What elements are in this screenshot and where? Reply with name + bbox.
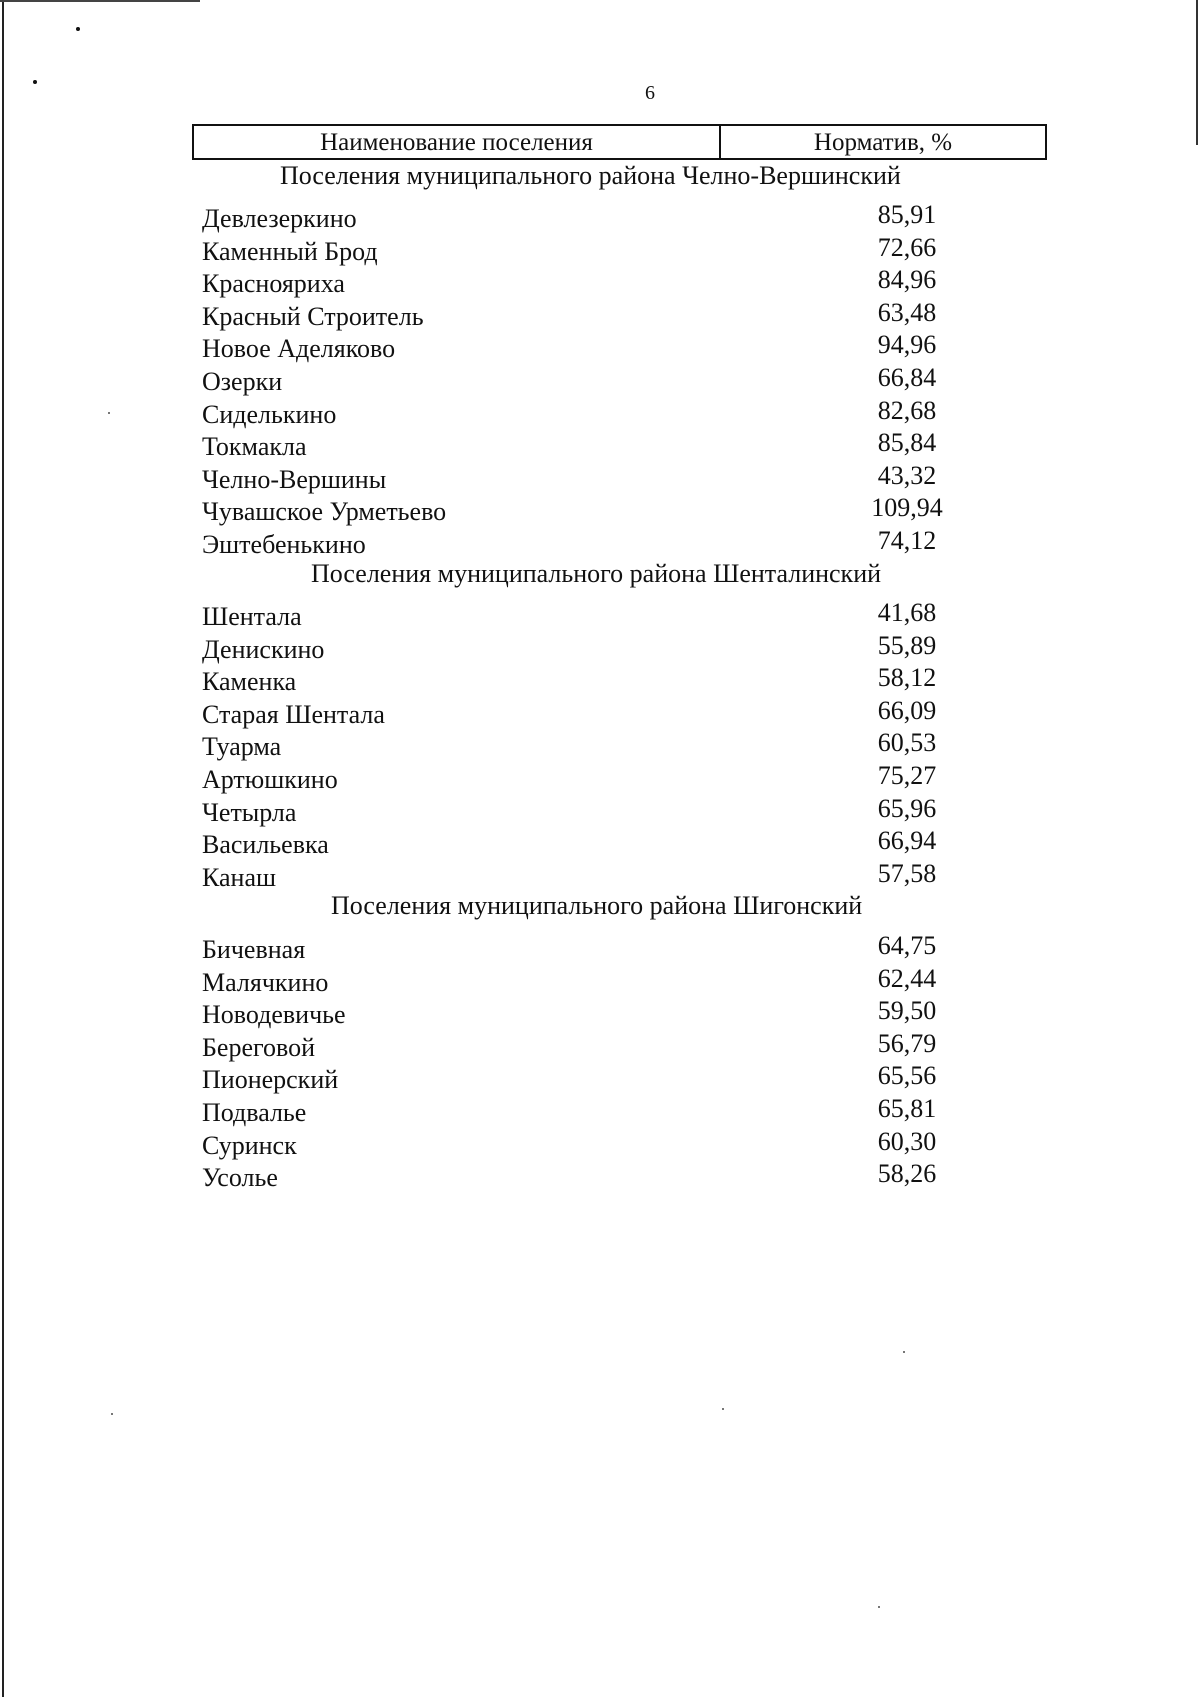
norm-value: 75,27 (877, 761, 937, 790)
column-header-norm: Норматив, % (813, 129, 953, 156)
column-header-settlement-name: Наименование поселения (194, 126, 721, 158)
norm-value: 65,56 (877, 1061, 937, 1091)
settlement-name: Эштебенькино (202, 530, 366, 559)
scan-dot (722, 1408, 724, 1410)
norm-value: 56,79 (877, 1028, 937, 1058)
table-row (202, 631, 962, 663)
scan-dot (111, 1413, 113, 1415)
page-number: 6 (645, 82, 655, 104)
settlement-name: Новое Аделяково (202, 334, 396, 364)
norm-value: 62,44 (877, 963, 937, 993)
settlement-name: Токмакла (202, 432, 307, 462)
settlement-name: Краснояриха (202, 269, 345, 299)
settlement-name: Пионерский (202, 1065, 339, 1095)
table-row (202, 298, 962, 330)
scan-edge-top (0, 0, 200, 2)
table-row (202, 1029, 962, 1061)
settlement-name: Усолье (202, 1163, 278, 1193)
scan-dot (108, 412, 110, 414)
table-row (202, 996, 962, 1028)
table-row (202, 728, 962, 760)
table-row (202, 200, 962, 232)
settlement-name: Суринск (202, 1130, 297, 1160)
table-row (202, 663, 962, 695)
settlement-name: Денискино (202, 634, 325, 664)
settlement-name: Артюшкино (202, 765, 338, 794)
norm-value: 74,12 (877, 526, 937, 555)
table-row (202, 461, 962, 493)
settlement-name: Четырла (202, 797, 297, 827)
norm-value: 63,48 (877, 297, 937, 327)
table-header (192, 124, 1047, 160)
section-title: Поселения муниципального района Шенталинский (311, 559, 882, 588)
table-row (202, 1159, 962, 1191)
norm-value: 58,26 (877, 1159, 937, 1189)
table-row (202, 826, 962, 858)
norm-value: 66,94 (877, 826, 937, 856)
settlement-name: Канаш (202, 862, 277, 892)
settlement-name: Девлезеркино (202, 204, 357, 233)
settlement-name: Малячкино (202, 967, 329, 997)
scan-edge-right (1196, 0, 1198, 145)
table-row (202, 233, 962, 265)
norm-value: 84,96 (877, 265, 937, 295)
settlement-name: Бичевная (202, 935, 306, 964)
table-row (202, 859, 962, 891)
table-row (202, 493, 962, 525)
table-row (202, 964, 962, 996)
table-row (202, 598, 962, 630)
settlement-name: Чувашское Урметьево (202, 497, 447, 527)
norm-value: 85,91 (877, 200, 937, 229)
settlement-name: Новодевичье (202, 1000, 346, 1030)
settlement-name: Береговой (202, 1032, 316, 1062)
section-title: Поселения муниципального района Шигонский (331, 891, 863, 920)
norm-value: 66,84 (877, 363, 937, 392)
settlement-name: Шентала (202, 602, 302, 631)
norm-value: 59,50 (877, 996, 937, 1026)
settlement-name: Красный Строитель (202, 301, 424, 331)
scan-speck (76, 27, 80, 31)
norm-value: 43,32 (877, 460, 937, 490)
settlement-name: Подвалье (202, 1098, 307, 1127)
table-row (202, 696, 962, 728)
settlement-name: Челно-Вершины (202, 464, 387, 494)
settlement-name: Каменка (202, 667, 297, 697)
norm-value: 65,81 (877, 1094, 937, 1123)
scan-edge-left (2, 0, 4, 1697)
table-row (202, 761, 962, 793)
norm-value: 65,96 (877, 793, 937, 823)
settlement-name: Старая Шентала (202, 699, 385, 729)
scan-dot (903, 1351, 905, 1353)
table-row (202, 931, 962, 963)
scan-dot (878, 1606, 880, 1608)
table-row (202, 428, 962, 460)
norm-value: 41,68 (877, 598, 937, 627)
settlement-name: Озерки (202, 367, 283, 396)
norm-value: 72,66 (877, 232, 937, 262)
norm-value: 85,84 (877, 428, 937, 458)
table-row (202, 1127, 962, 1159)
table-row (202, 794, 962, 826)
norm-value: 58,12 (877, 663, 937, 693)
settlement-name: Каменный Брод (202, 236, 378, 266)
table-row (202, 330, 962, 362)
settlement-name: Сиделькино (202, 399, 337, 429)
norm-value: 60,53 (877, 728, 937, 758)
norm-value: 64,75 (877, 931, 937, 960)
table-row (202, 1094, 962, 1126)
table-row (202, 265, 962, 297)
table-row (202, 363, 962, 395)
table-row (202, 526, 962, 558)
settlement-name: Туарма (202, 732, 282, 762)
norm-value: 55,89 (877, 630, 937, 660)
norm-value: 60,30 (877, 1126, 937, 1156)
table-row (202, 396, 962, 428)
settlement-name: Васильевка (202, 830, 329, 860)
norm-value: 109,94 (871, 493, 943, 523)
norm-value: 66,09 (877, 695, 937, 725)
norm-value: 57,58 (877, 858, 937, 888)
table-row (202, 1061, 962, 1093)
section-title: Поселения муниципального района Челно-Вершинский (280, 161, 901, 190)
norm-value: 94,96 (877, 330, 937, 360)
norm-value: 82,68 (877, 395, 937, 425)
